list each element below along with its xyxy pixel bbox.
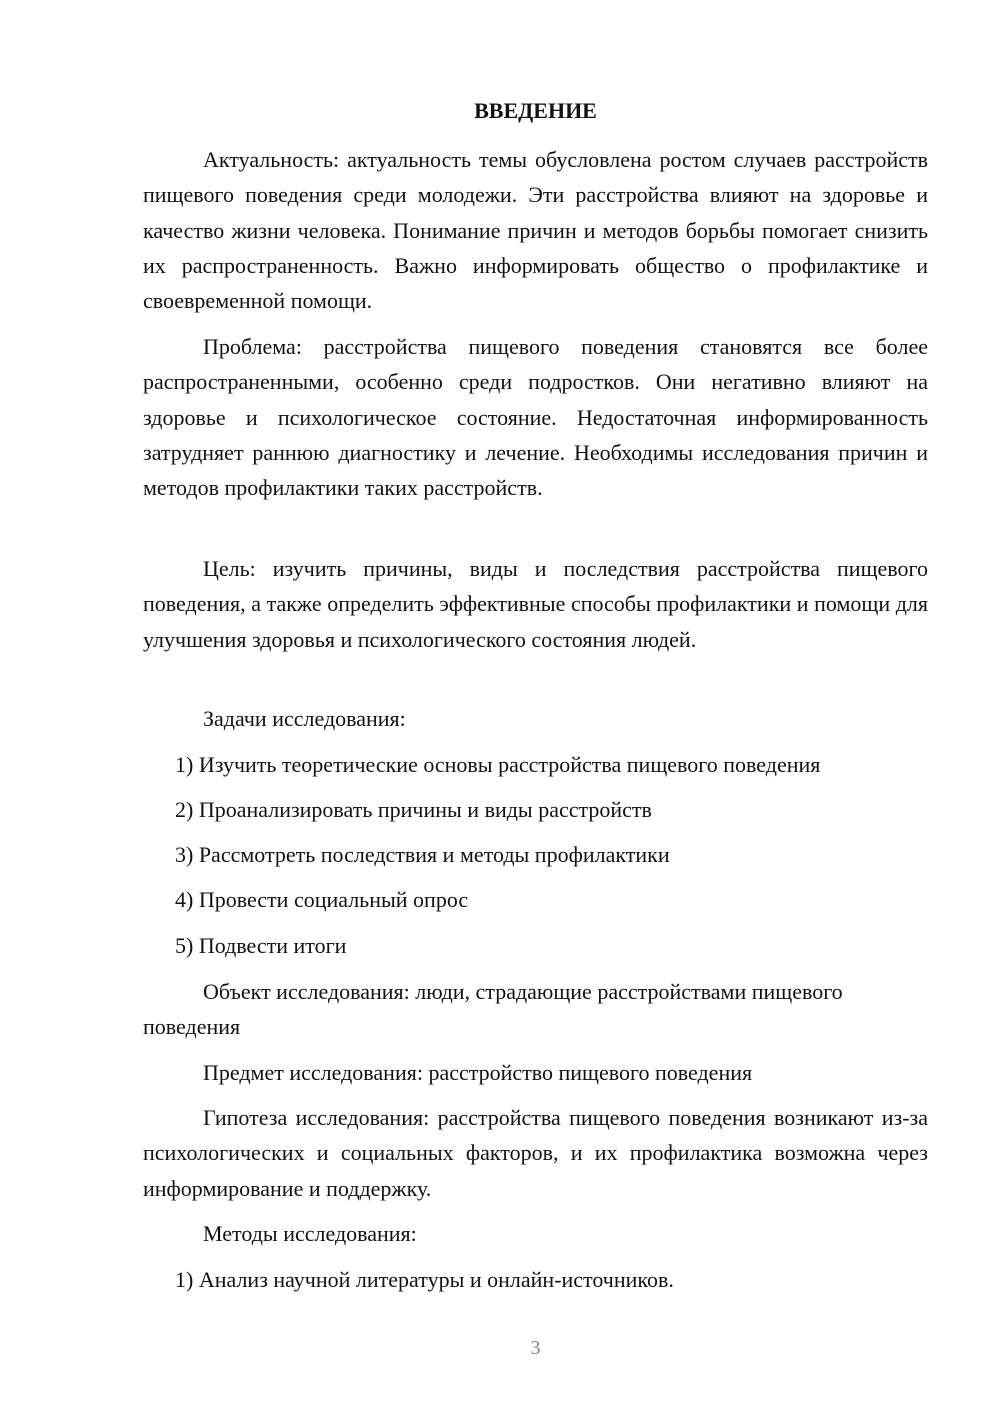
hypothesis-paragraph: Гипотеза исследования: расстройства пищевого поведения возникают из-за психологических и социальных факторов, и их профилактика возможна через информирование и поддержку. (143, 1105, 928, 1201)
document-page (143, 0, 928, 1414)
task-item-2: 2) Проанализировать причины и виды расстройств (175, 797, 652, 822)
task-item-4: 4) Провести социальный опрос (175, 887, 469, 912)
task-item-3: 3) Рассмотреть последствия и методы профилактики (175, 842, 670, 867)
page-title: ВВЕДЕНИЕ (474, 98, 597, 123)
goal-paragraph: Цель: изучить причины, виды и последствия расстройства пищевого поведения, а также определить эффективные способы профилактики и помощи для улучшения здоровья и психологического состояния людей. (143, 556, 928, 652)
tasks-heading: Задачи исследования: (203, 706, 406, 731)
problem-paragraph: Проблема: расстройства пищевого поведения становятся все более распространенными, особенно среди подростков. Они негативно влияют на здоровье и психологическое состояние. Недостаточная информированность затрудняет раннюю диагностику и лечение. Необходимы исследования причин и методов профилактики таких расстройств. (143, 334, 928, 501)
methods-heading: Методы исследования: (203, 1221, 417, 1246)
method-item-1: 1) Анализ научной литературы и онлайн-источников. (175, 1267, 674, 1292)
subject-paragraph: Предмет исследования: расстройство пищевого поведения (203, 1060, 753, 1085)
task-item-5: 5) Подвести итоги (175, 933, 347, 958)
task-item-1: 1) Изучить теоретические основы расстройства пищевого поведения (175, 752, 821, 777)
page-number: 3 (530, 1337, 541, 1359)
object-paragraph: Объект исследования: люди, страдающие расстройствами пищевого поведения (143, 979, 843, 1040)
relevance-paragraph: Актуальность: актуальность темы обусловлена ростом случаев расстройств пищевого поведения среди молодежи. Эти расстройства влияют на здоровье и качество жизни человека. Понимание причин и методов борьбы помогает снизить их распространенность. Важно информировать общество о профилактике и своевременной помощи. (143, 147, 928, 314)
